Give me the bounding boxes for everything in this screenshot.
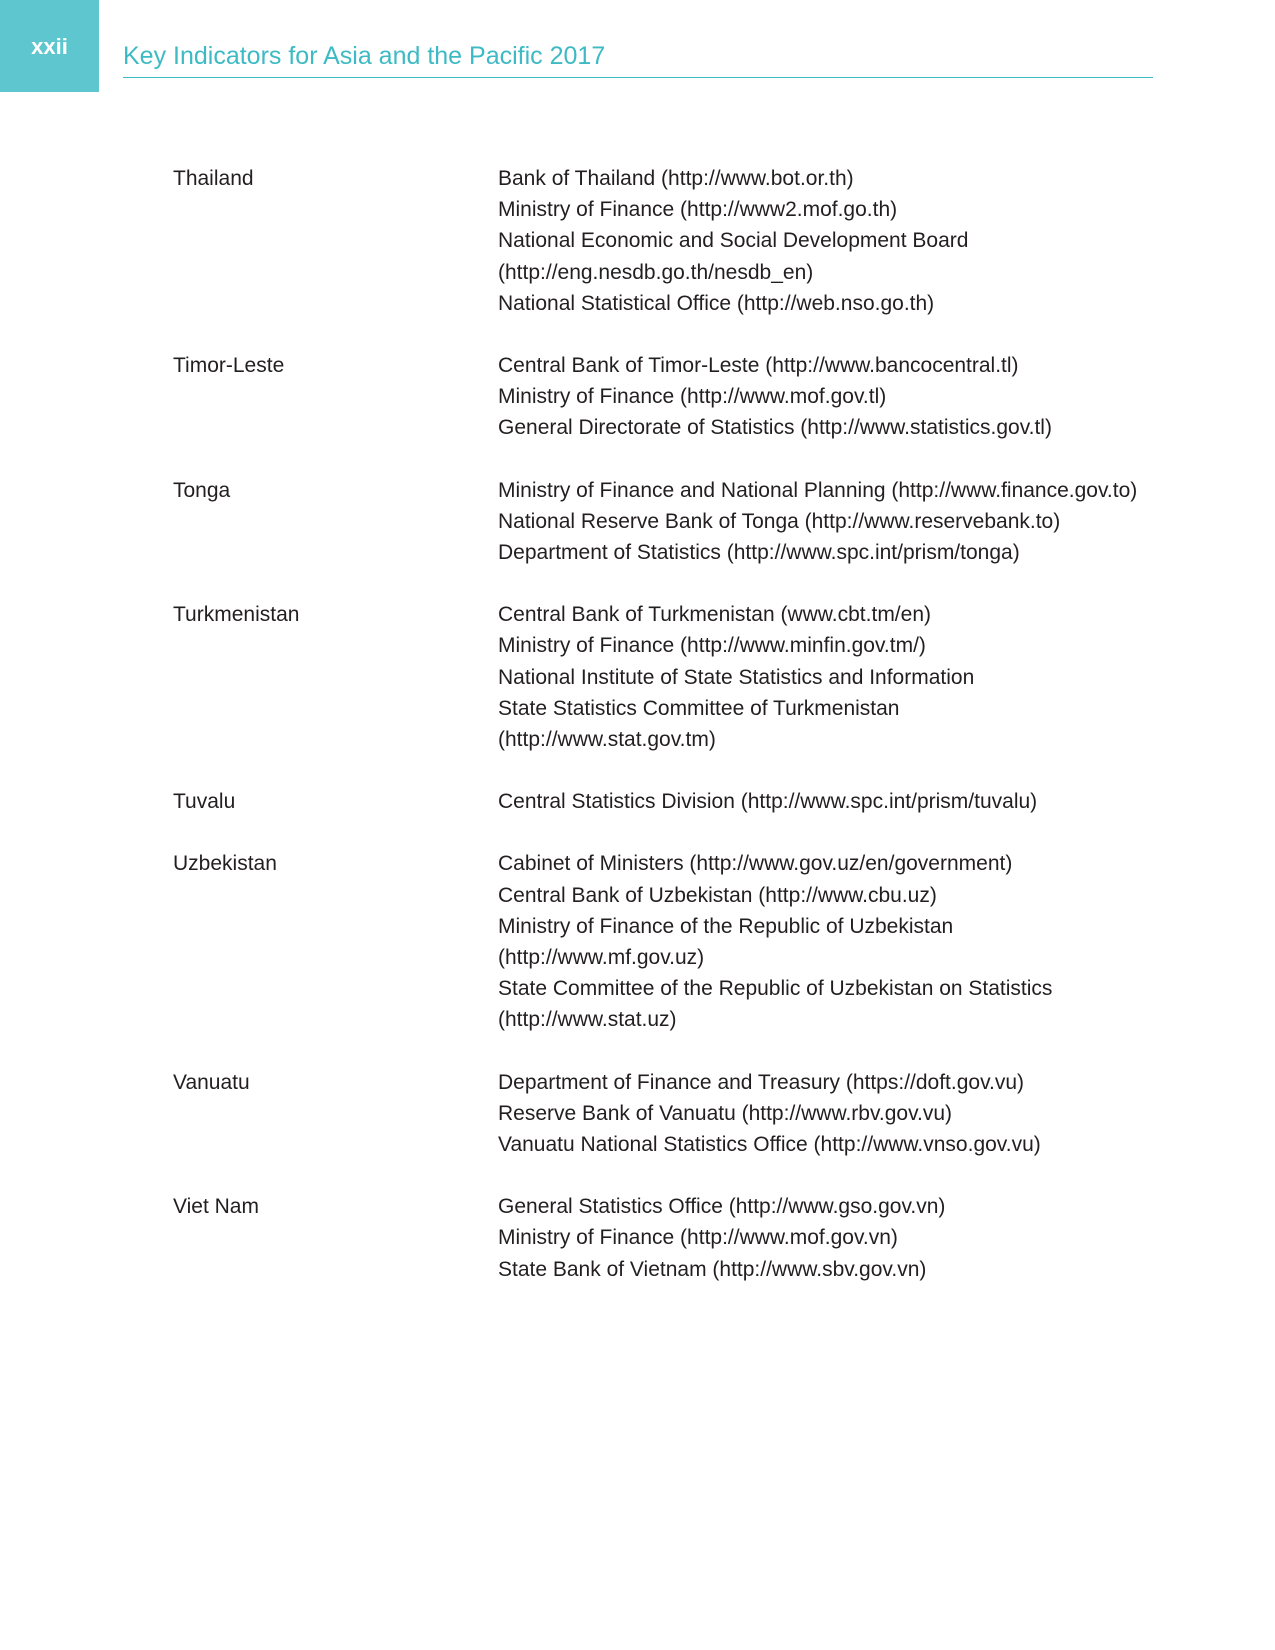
source-line: Central Bank of Timor-Leste (http://www.bancocentral.tl) xyxy=(498,354,1019,378)
source-list xyxy=(498,786,1153,817)
source-line: Department of Finance and Treasury (https://doft.gov.vu) xyxy=(498,1070,1025,1094)
source-line: Department of Statistics (http://www.spc.int/prism/tonga) xyxy=(498,541,1020,565)
country-name: Turkmenistan xyxy=(173,603,300,627)
source-line: Vanuatu National Statistics Office (http://www.vnso.gov.vu) xyxy=(498,1133,1041,1157)
source-line: State Committee of the Republic of Uzbekistan on Statistics xyxy=(498,977,1053,1001)
country-name: Uzbekistan xyxy=(173,852,277,876)
running-title: Key Indicators for Asia and the Pacific 2017 xyxy=(123,42,606,70)
source-list xyxy=(498,848,1153,1035)
source-list xyxy=(498,1191,1153,1285)
source-list xyxy=(498,350,1153,444)
source-line: (http://www.stat.uz) xyxy=(498,1008,677,1032)
source-list xyxy=(498,475,1153,569)
source-line: (http://www.stat.gov.tm) xyxy=(498,728,716,752)
source-line: Central Bank of Uzbekistan (http://www.cbu.uz) xyxy=(498,883,937,907)
page-number: xxii xyxy=(31,34,68,59)
country-name: Viet Nam xyxy=(173,1195,259,1219)
source-line: Ministry of Finance (http://www.minfin.gov.tm/) xyxy=(498,634,926,658)
source-line: Ministry of Finance (http://www2.mof.go.th) xyxy=(498,198,898,222)
country-name: Tuvalu xyxy=(173,790,236,814)
source-line: General Statistics Office (http://www.gso.gov.vn) xyxy=(498,1195,946,1219)
source-line: Ministry of Finance (http://www.mof.gov.tl) xyxy=(498,385,887,409)
source-line: State Bank of Vietnam (http://www.sbv.gov.vn) xyxy=(498,1257,927,1281)
source-line: (http://eng.nesdb.go.th/nesdb_en) xyxy=(498,260,814,284)
country-entry xyxy=(173,475,1153,569)
source-line: (http://www.mf.gov.uz) xyxy=(498,946,705,970)
country-name: Tonga xyxy=(173,478,231,502)
source-line: Central Statistics Division (http://www.spc.int/prism/tuvalu) xyxy=(498,790,1038,814)
country-entry xyxy=(173,786,1153,817)
header-rule xyxy=(123,77,1153,78)
country-entry xyxy=(173,848,1153,1035)
source-line: Central Bank of Turkmenistan (www.cbt.tm/en) xyxy=(498,603,931,627)
source-line: National Economic and Social Development Board xyxy=(498,229,969,253)
source-list xyxy=(498,599,1153,755)
source-line: Cabinet of Ministers (http://www.gov.uz/en/government) xyxy=(498,852,1013,876)
source-line: Ministry of Finance of the Republic of Uzbekistan xyxy=(498,914,954,938)
source-line: National Reserve Bank of Tonga (http://www.reservebank.to) xyxy=(498,509,1061,533)
country-entry xyxy=(173,1067,1153,1161)
country-entry xyxy=(173,350,1153,444)
country-entry xyxy=(173,163,1153,319)
country-name: Thailand xyxy=(173,167,254,190)
source-line: Bank of Thailand (http://www.bot.or.th) xyxy=(498,167,854,190)
source-line: Ministry of Finance and National Planning (http://www.finance.gov.to) xyxy=(498,478,1138,502)
source-line: General Directorate of Statistics (http://www.statistics.gov.tl) xyxy=(498,416,1052,440)
source-list xyxy=(498,1067,1153,1161)
country-name: Vanuatu xyxy=(173,1070,250,1094)
country-entry xyxy=(173,1191,1153,1285)
source-line: Ministry of Finance (http://www.mof.gov.vn) xyxy=(498,1226,898,1250)
source-line: National Institute of State Statistics and Information xyxy=(498,665,975,689)
source-line: National Statistical Office (http://web.nso.go.th) xyxy=(498,291,935,315)
source-line: State Statistics Committee of Turkmenistan xyxy=(498,696,900,720)
source-line: Reserve Bank of Vanuatu (http://www.rbv.gov.vu) xyxy=(498,1101,953,1125)
country-source-list xyxy=(173,163,1153,1316)
country-entry xyxy=(173,599,1153,755)
source-list xyxy=(498,163,1153,319)
page-number-box xyxy=(0,0,99,92)
country-name: Timor-Leste xyxy=(173,354,285,378)
